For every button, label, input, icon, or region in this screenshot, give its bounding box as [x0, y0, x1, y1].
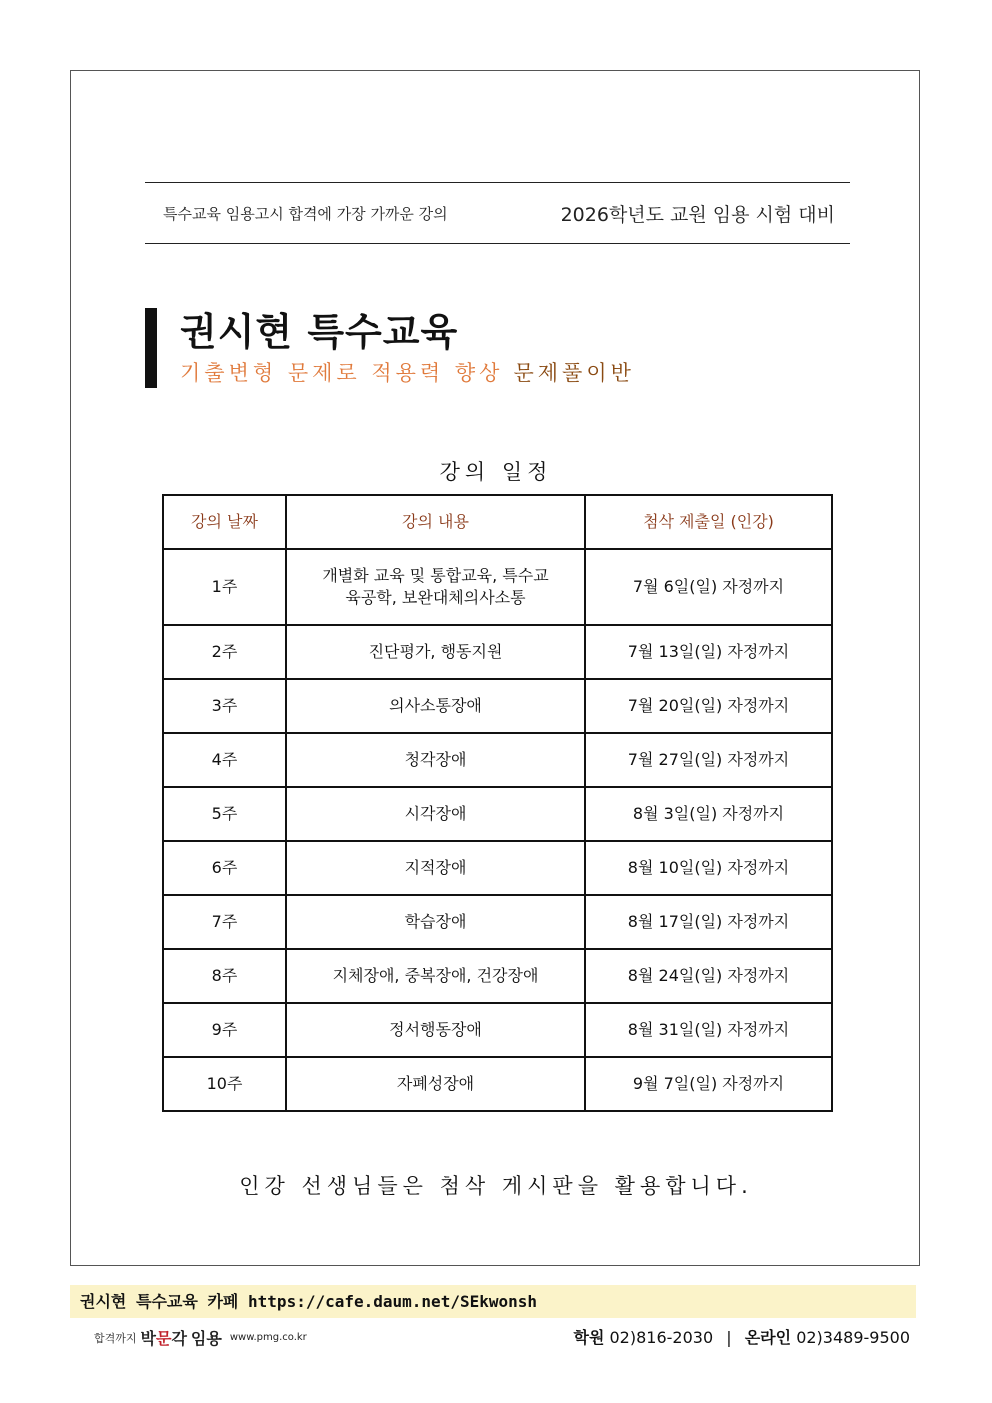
subtitle-class-name: 문제풀이반	[513, 361, 635, 385]
course-title: 권시현 특수교육	[180, 310, 459, 354]
cafe-name: 권시현 특수교육	[80, 1292, 198, 1311]
cafe-label: 카페	[207, 1292, 239, 1311]
table-row	[163, 895, 832, 949]
cafe-url-link[interactable]: https://cafe.daum.net/SEkwonsh	[248, 1292, 538, 1311]
due-cell: 7월 27일(일) 자정까지	[585, 733, 832, 787]
content-cell: 학습장애	[286, 895, 585, 949]
week-cell: 9주	[163, 1003, 286, 1057]
week-cell: 1주	[163, 549, 286, 625]
column-header-due: 첨삭 제출일 (인강)	[585, 495, 832, 549]
due-cell: 7월 6일(일) 자정까지	[585, 549, 832, 625]
online-phone: 02)3489-9500	[796, 1328, 910, 1347]
table-row	[163, 841, 832, 895]
content-cell: 시각장애	[286, 787, 585, 841]
content-cell: 자폐성장애	[286, 1057, 585, 1111]
header-top-rule	[145, 182, 850, 183]
correction-board-note: 인강 선생님들은 첨삭 게시판을 활용합니다.	[239, 1174, 753, 1198]
content-cell: 정서행동장애	[286, 1003, 585, 1057]
week-cell: 6주	[163, 841, 286, 895]
header-tagline: 특수교육 임용고시 합격에 가장 가까운 강의	[163, 205, 448, 223]
due-cell: 8월 24일(일) 자정까지	[585, 949, 832, 1003]
publisher-logo	[94, 1326, 307, 1349]
content-cell: 청각장애	[286, 733, 585, 787]
due-cell: 8월 17일(일) 자정까지	[585, 895, 832, 949]
cafe-banner	[70, 1285, 916, 1318]
week-cell: 7주	[163, 895, 286, 949]
column-header-content: 강의 내용	[286, 495, 585, 549]
header-exam-year: 2026학년도 교원 임용 시험 대비	[560, 204, 835, 226]
table-row	[163, 1057, 832, 1111]
table-row	[163, 1003, 832, 1057]
brand-url: www.pmg.co.kr	[229, 1332, 307, 1343]
contact-separator: |	[726, 1328, 732, 1347]
brand-prefix: 합격까지	[94, 1331, 137, 1345]
online-label: 온라인	[744, 1328, 792, 1347]
content-cell: 진단평가, 행동지원	[286, 625, 585, 679]
schedule-table	[162, 494, 833, 1112]
due-cell: 9월 7일(일) 자정까지	[585, 1057, 832, 1111]
schedule-heading: 강의 일정	[439, 460, 553, 484]
due-cell: 7월 20일(일) 자정까지	[585, 679, 832, 733]
table-row	[163, 949, 832, 1003]
table-row	[163, 549, 832, 625]
contact-info	[573, 1325, 910, 1348]
table-row	[163, 679, 832, 733]
brand-suffix: 임용	[190, 1329, 222, 1348]
content-cell: 개별화 교육 및 통합교육, 특수교육공학, 보완대체의사소통	[286, 549, 585, 625]
due-cell: 8월 10일(일) 자정까지	[585, 841, 832, 895]
due-cell: 7월 13일(일) 자정까지	[585, 625, 832, 679]
week-cell: 3주	[163, 679, 286, 733]
content-cell: 의사소통장애	[286, 679, 585, 733]
week-cell: 10주	[163, 1057, 286, 1111]
title-accent-bar	[145, 308, 157, 388]
academy-label: 학원	[573, 1328, 605, 1347]
week-cell: 2주	[163, 625, 286, 679]
table-header-row	[163, 495, 832, 549]
due-cell: 8월 31일(일) 자정까지	[585, 1003, 832, 1057]
course-subtitle	[180, 357, 635, 387]
brand-name: 박문각	[140, 1329, 187, 1348]
table-row	[163, 625, 832, 679]
header-bottom-rule	[145, 243, 850, 244]
due-cell: 8월 3일(일) 자정까지	[585, 787, 832, 841]
academy-phone: 02)816-2030	[609, 1328, 714, 1347]
subtitle-highlight: 기출변형 문제로 적용력 향상	[180, 361, 504, 385]
week-cell: 5주	[163, 787, 286, 841]
table-row	[163, 733, 832, 787]
column-header-date: 강의 날짜	[163, 495, 286, 549]
content-cell: 지적장애	[286, 841, 585, 895]
content-cell: 지체장애, 중복장애, 건강장애	[286, 949, 585, 1003]
week-cell: 4주	[163, 733, 286, 787]
table-row	[163, 787, 832, 841]
week-cell: 8주	[163, 949, 286, 1003]
